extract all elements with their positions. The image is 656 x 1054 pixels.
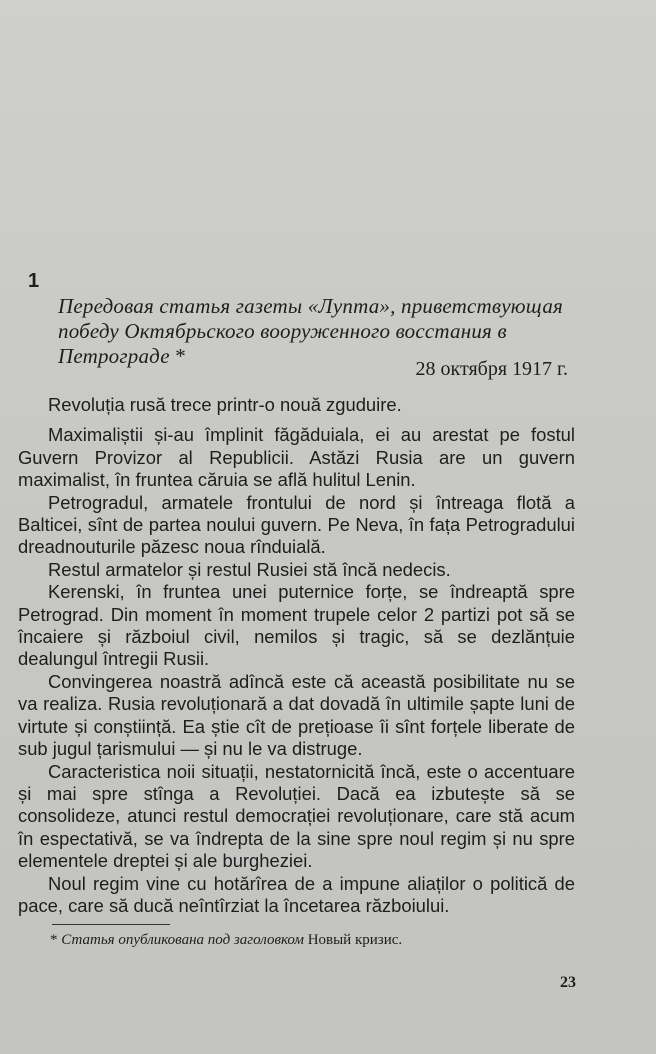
article-body xyxy=(18,394,575,917)
page-number: 23 xyxy=(560,974,576,991)
footnote-marker: * xyxy=(50,932,58,948)
footnote xyxy=(50,932,402,949)
heading-text: Передовая статья газеты «Лупта», приветствующая победу Октябрьского вооруженного восстания в Петрограде xyxy=(58,294,563,368)
paragraph: Maximaliștii și-au împlinit făgăduiala, ei au arestat pe fostul Guvern Provizor al Republicii. Astăzi Rusia are un guvern maximalist, în fruntea căruia se află hulitul Lenin. xyxy=(18,424,575,491)
paragraph: Restul armatelor și restul Rusiei stă încă nedecis. xyxy=(48,558,451,580)
paragraph: Revoluția rusă trece printr-o nouă zguduire. xyxy=(48,394,402,415)
section-number: 1 xyxy=(28,270,40,292)
paragraph: Petrogradul, armatele frontului de nord și întreaga flotă a Balticei, sînt de partea noului guvern. Pe Neva, în fața Petrogradului dreadnouturile păzesc noua rînduială. xyxy=(18,491,575,558)
paragraph: Caracteristica noii situații, nestatornicită încă, este o accentuare și mai spre stînga a Revoluției. Dacă ea izbutește să se consolideze, atunci restul democrației revoluționare, care stă acum în espectativă, se va îndrepta de la sine spre noul regim și nu spre elementele dreptei și ale burgheziei. xyxy=(18,760,575,872)
heading-footnote-marker: * xyxy=(175,344,186,368)
paragraph: Convingerea noastră adîncă este că această posibilitate nu se va realiza. Rusia revoluționară a dat dovadă în ultimile șapte luni de virtute și conștiință. Ea știe cît de prețioase îi sînt forțele liberate de sub jugul țarismului — și nu le va distruge. xyxy=(18,670,575,760)
footnote-title: Новый кризис. xyxy=(307,932,403,948)
footnote-italic-text: Статья опубликована под заголовком xyxy=(61,932,304,948)
footnote-divider xyxy=(52,924,170,925)
paragraph: Kerenski, în fruntea unei puternice forțe, se îndreaptă spre Petrograd. Din moment în moment trupele celor 2 partizi pot să se încaiere și războiul civil, nemilos și tragic, să se dezlănțuie dealungul întregii Rusii. xyxy=(18,581,575,670)
document-date: 28 октября 1917 г. xyxy=(415,358,568,380)
paragraph: Noul regim vine cu hotărîrea de a impune aliaților o politică de pace, care să ducă neîntîrziat la încetarea războiului. xyxy=(18,872,575,916)
